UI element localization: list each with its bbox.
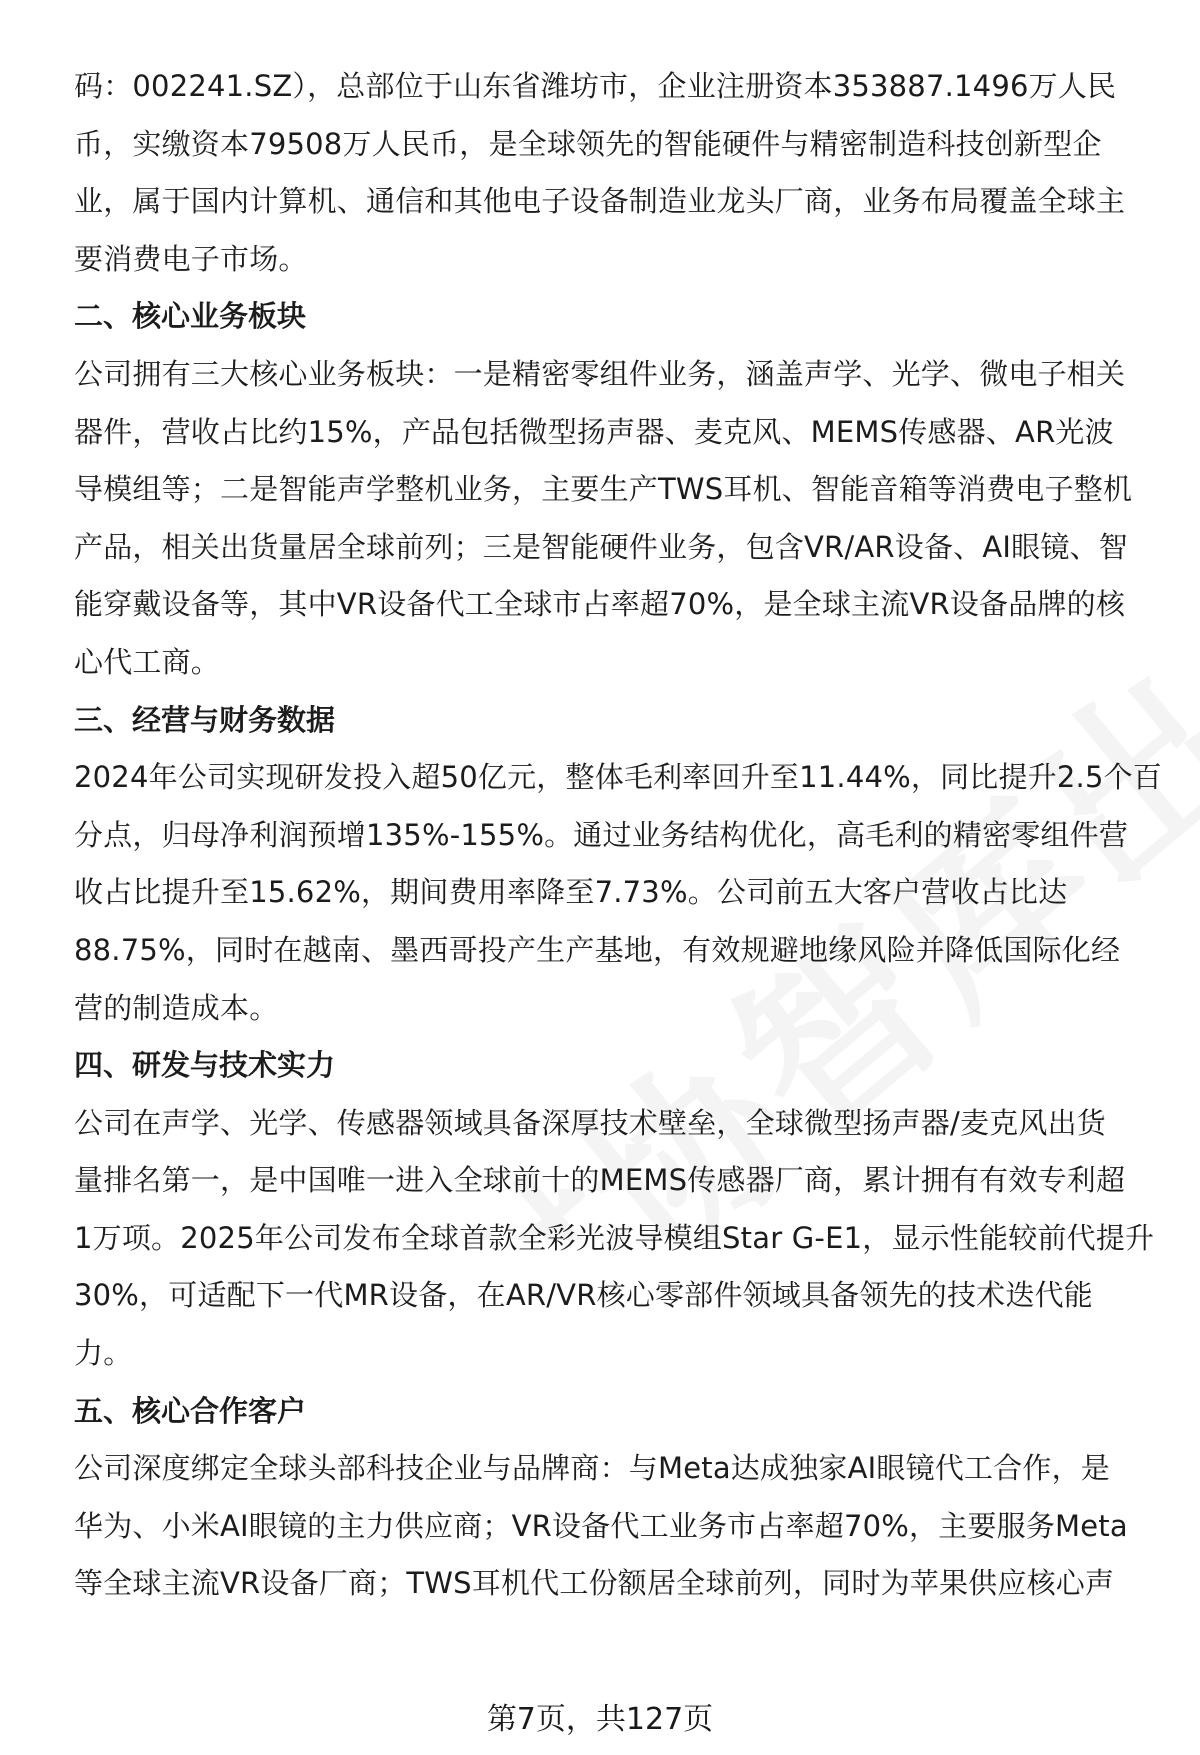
section-heading-core-business: 二、核心业务板块 — [74, 299, 307, 334]
paragraph-line: 码：002241.SZ），总部位于山东省潍坊市，企业注册资本353887.1496万人民 — [74, 69, 1117, 103]
paragraph-line: 器件，营收占比约15%，产品包括微型扬声器、麦克风、MEMS传感器、AR光波 — [74, 414, 1114, 449]
section-heading-customers: 五、核心合作客户 — [74, 1393, 307, 1428]
paragraph-line: 分点，归母净利润预增135%-155%。通过业务结构优化，高毛利的精密零组件营 — [74, 817, 1129, 852]
paragraph-line: 2024年公司实现研发投入超50亿元，整体毛利率回升至11.44%，同比提升2.5个百 — [74, 760, 1163, 795]
paragraph-line: 华为、小米AI眼镜的主力供应商；VR设备代工业务市占率超70%，主要服务Meta — [74, 1508, 1128, 1543]
paragraph-line: 公司深度绑定全球头部科技企业与品牌商：与Meta达成独家AI眼镜代工合作，是 — [74, 1451, 1110, 1486]
paragraph-line: 公司拥有三大核心业务板块：一是精密零组件业务，涵盖声学、光学、微电子相关 — [74, 356, 1126, 391]
customers-paragraph — [74, 1440, 1164, 1613]
paragraph-line: 业，属于国内计算机、通信和其他电子设备制造业龙头厂商，业务布局覆盖全球主 — [74, 184, 1126, 219]
paragraph-line: 1万项。2025年公司发布全球首款全彩光波导模组Star G-E1，显示性能较前代提升 — [74, 1220, 1155, 1255]
paragraph-line: 30%，可适配下一代MR设备，在AR/VR核心零部件领域具备领先的技术迭代能 — [74, 1278, 1093, 1313]
section-heading-financials: 三、经营与财务数据 — [74, 702, 336, 737]
paragraph-line: 要消费电子市场。 — [74, 241, 308, 276]
section-heading-rnd: 四、研发与技术实力 — [74, 1048, 336, 1083]
intro-paragraph — [74, 58, 1164, 288]
paragraph-line: 营的制造成本。 — [74, 990, 279, 1025]
paragraph-line: 产品，相关出货量居全球前列；三是智能硬件业务，包含VR/AR设备、AI眼镜、智 — [74, 529, 1128, 564]
paragraph-line: 收占比提升至15.62%，期间费用率降至7.73%。公司前五大客户营收占比达 — [74, 875, 1068, 910]
core-business-paragraph — [74, 346, 1164, 692]
paragraph-line: 心代工商。 — [74, 644, 221, 679]
paragraph-line: 等全球主流VR设备厂商；TWS耳机代工份额居全球前列，同时为苹果供应核心声 — [74, 1566, 1115, 1601]
paragraph-line: 导模组等；二是智能声学整机业务，主要生产TWS耳机、智能音箱等消费电子整机 — [74, 472, 1133, 507]
financials-paragraph — [74, 749, 1164, 1037]
rnd-paragraph — [74, 1095, 1164, 1383]
paragraph-line: 力。 — [74, 1336, 133, 1371]
paragraph-line: 能穿戴设备等，其中VR设备代工全球市占率超70%，是全球主流VR设备品牌的核 — [74, 587, 1126, 622]
paragraph-line: 88.75%，同时在越南、墨西哥投产生产基地，有效规避地缘风险并降低国际化经 — [74, 932, 1121, 967]
page-number-footer: 第7页，共127页 — [486, 1702, 714, 1737]
document-body — [74, 58, 1164, 1613]
paragraph-line: 公司在声学、光学、传感器领域具备深厚技术壁垒，全球微型扬声器/麦克风出货 — [74, 1105, 1106, 1140]
paragraph-line: 币，实缴资本79508万人民币，是全球领先的智能硬件与精密制造科技创新型企 — [74, 126, 1102, 161]
paragraph-line: 量排名第一，是中国唯一进入全球前十的MEMS传感器厂商，累计拥有有效专利超 — [74, 1163, 1126, 1198]
